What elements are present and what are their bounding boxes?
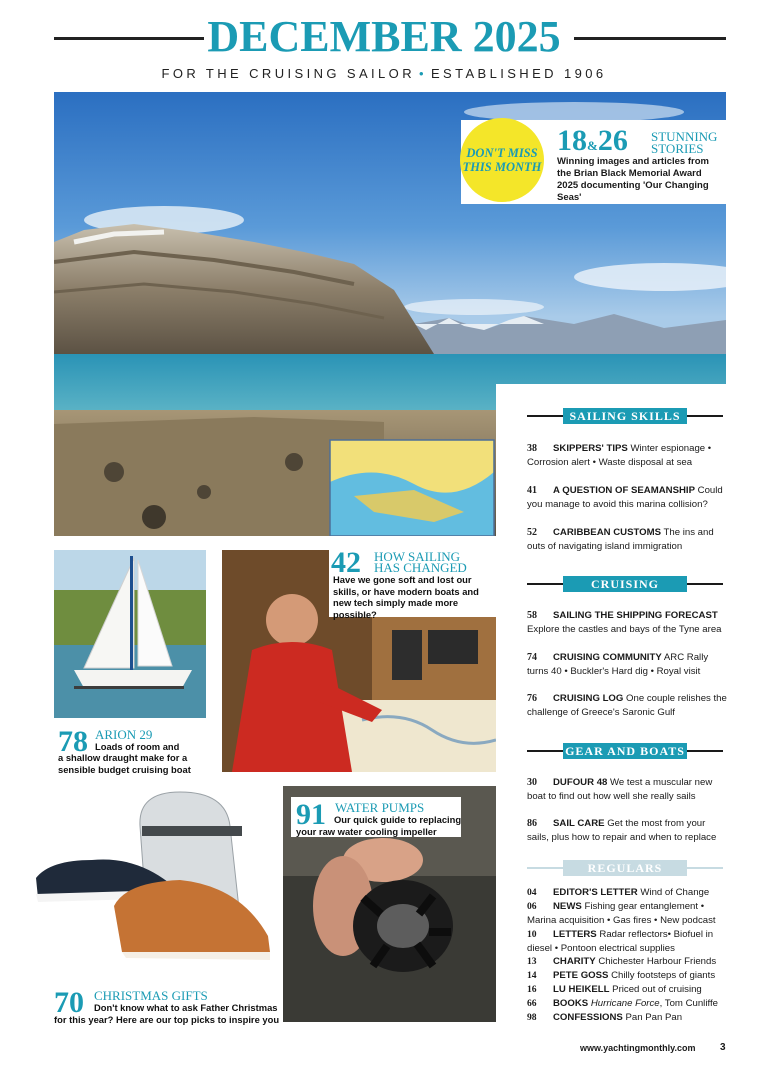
contents-entry[interactable] (527, 609, 727, 636)
entry-italic: Hurricane Force (590, 998, 660, 1009)
feature-42-heading-2: HAS CHANGED (374, 560, 467, 575)
teaser-heading (651, 131, 717, 155)
section-label: GEAR AND BOATS (563, 743, 687, 759)
entry-page: 16 (527, 984, 537, 995)
tagline-dot: • (418, 66, 427, 81)
feature-91-body: Our quick guide to replacing your raw water cooling impeller (296, 814, 462, 837)
teaser-amp: & (587, 138, 598, 153)
feature-78-page[interactable]: 78 (58, 725, 88, 758)
contents-entry[interactable] (527, 692, 727, 719)
entry-head: BOOKS (553, 998, 589, 1009)
entry-text: ARC Rally turns 40 • Buckler's Hard dig • Royal visit (527, 652, 709, 677)
sailboat-photo (54, 550, 206, 718)
entry-page: 10 (527, 929, 537, 940)
entry-page: 76 (527, 693, 537, 704)
regulars-entry[interactable] (527, 969, 727, 983)
dont-miss-badge: DON'T MISS THIS MONTH (460, 118, 544, 202)
entry-text: Winter espionage • Corrosion alert • Waste disposal at sea (527, 443, 712, 468)
entry-text: Could you manage to avoid this marina collision? (527, 485, 723, 510)
entry-page: 38 (527, 443, 537, 454)
feature-70-page[interactable]: 70 (54, 986, 84, 1019)
entry-page: 58 (527, 610, 537, 621)
entry-head: NEWS (553, 901, 582, 912)
feature-78-heading: ARION 29 (95, 727, 153, 742)
entry-head: CHARITY (553, 956, 596, 967)
contents-entry[interactable] (527, 817, 727, 844)
teaser-heading-line2: STORIES (651, 141, 704, 156)
masthead-tagline (0, 66, 768, 81)
feature-91-heading: WATER PUMPS (335, 800, 425, 815)
regulars-entry[interactable] (527, 900, 727, 928)
regulars-entry[interactable] (527, 1011, 727, 1025)
feature-78-body-2: a shallow draught make for a sensible budget cruising boat (58, 752, 191, 775)
feature-42-heading-1: HOW SAILING (374, 549, 461, 564)
section-header-sailing-skills (527, 408, 723, 424)
entry-page: 66 (527, 998, 537, 1009)
entry-text: Explore the castles and bays of the Tyne area (527, 623, 722, 635)
entry-text: Pan Pan Pan (625, 1012, 683, 1023)
entry-text: Radar reflectors• Biofuel in diesel • Pontoon electrical supplies (527, 929, 714, 954)
feature-70-heading: CHRISTMAS GIFTS (94, 988, 208, 1003)
section-header-cruising (527, 576, 723, 592)
gifts-photo (30, 786, 280, 982)
section-label: SAILING SKILLS (563, 408, 687, 424)
entry-text: We test a muscular new boat to find out how well she really sails (527, 777, 713, 802)
regulars-entry[interactable] (527, 955, 727, 969)
contents-entry[interactable] (527, 442, 727, 469)
regulars-entry[interactable] (527, 886, 727, 900)
tagline-left: FOR THE CRUISING SAILOR (161, 66, 415, 81)
entry-head: DUFOUR 48 (553, 777, 608, 788)
contents-entry[interactable] (527, 484, 727, 511)
section-label: CRUISING (563, 576, 687, 592)
footer-url[interactable]: www.yachtingmonthly.com (580, 1043, 696, 1053)
entry-page: 41 (527, 485, 537, 496)
regulars-entry[interactable] (527, 997, 727, 1011)
feature-78-body-1: Loads of room and (95, 741, 180, 752)
feature-42-body: Have we gone soft and lost our skills, or have modern boats and new tech simply made more possible? (333, 574, 479, 620)
entry-head: SAIL CARE (553, 818, 605, 829)
entry-text: Wind of Change (640, 887, 710, 898)
entry-head: A QUESTION OF SEAMANSHIP (553, 485, 695, 496)
entry-page: 04 (527, 887, 537, 898)
entry-text: Chilly footsteps of giants (611, 970, 716, 981)
feature-42-heading (374, 551, 467, 573)
issue-title: DECEMBER 2025 (207, 12, 561, 61)
entry-text: Fishing gear entanglement • Marina acquisition • Gas fires • New podcast (527, 901, 716, 926)
contents-entry[interactable] (527, 651, 727, 678)
page-number: 3 (720, 1042, 726, 1053)
section-header-gear-and-boats (527, 743, 723, 759)
entry-page: 30 (527, 777, 537, 788)
teaser-body: Winning images and articles from the Brian Black Memorial Award 2025 documenting 'Our Changing Seas' (557, 156, 709, 203)
tagline-right: ESTABLISHED 1906 (430, 66, 607, 81)
regulars-entry[interactable] (527, 983, 727, 997)
entry-head: LETTERS (553, 929, 597, 940)
feature-42-page[interactable]: 42 (331, 546, 361, 579)
entry-head: CARIBBEAN CUSTOMS (553, 527, 662, 538)
entry-text: Chichester Harbour Friends (598, 956, 717, 967)
section-label: REGULARS (563, 860, 687, 876)
contents-entry[interactable] (527, 776, 727, 803)
entry-page: 74 (527, 652, 537, 663)
teaser-num-2: 26 (597, 124, 628, 157)
entry-page: 06 (527, 901, 537, 912)
entry-page: 14 (527, 970, 537, 981)
regulars-entry[interactable] (527, 928, 727, 956)
entry-text: One couple relishes the challenge of Greece's Saronic Gulf (527, 693, 727, 718)
section-header-regulars (527, 860, 723, 876)
teaser-num-1: 18 (557, 124, 587, 157)
entry-head: SAILING THE SHIPPING FORECAST (553, 610, 718, 621)
contents-entry[interactable] (527, 526, 727, 553)
entry-page: 13 (527, 956, 537, 967)
feature-70-body: Don't know what to ask Father Christmas for this year? Here are our top picks to inspire you (54, 1002, 280, 1025)
feature-91-page[interactable]: 91 (296, 798, 326, 831)
entry-head: CRUISING LOG (553, 693, 624, 704)
entry-page: 86 (527, 818, 537, 829)
entry-head: CRUISING COMMUNITY (553, 652, 662, 663)
entry-head: SKIPPERS' TIPS (553, 443, 628, 454)
entry-head: PETE GOSS (553, 970, 609, 981)
entry-head: EDITOR'S LETTER (553, 887, 638, 898)
entry-text: Priced out of cruising (612, 984, 702, 995)
entry-text: , Tom Cunliffe (659, 998, 718, 1009)
teaser-heading-line1: STUNNING (651, 129, 718, 144)
entry-text: Get the most from your sails, plus how to repair and when to replace (527, 818, 717, 843)
entry-head: LU HEIKELL (553, 984, 610, 995)
entry-head: CONFESSIONS (553, 1012, 623, 1023)
entry-text: The ins and outs of navigating island immigration (527, 527, 714, 552)
entry-page: 98 (527, 1012, 537, 1023)
entry-page: 52 (527, 527, 537, 538)
